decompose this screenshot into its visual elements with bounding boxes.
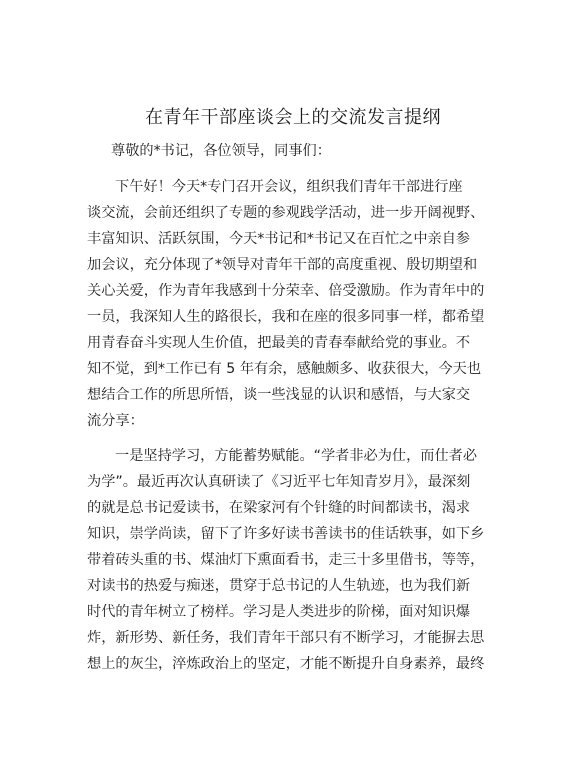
paragraph-2-line-5: 带着砖头重的书、煤油灯下熏面看书，走三十多里借书，等等， [87,552,485,568]
paragraph-1-line-3: 丰富知识、活跃氛围，今天*书记和*书记又在百忙之中亲自参 [87,231,471,247]
paragraph-2-line-6: 对读书的热爱与痴迷，贯穿于总书记的人生轨迹，也为我们新 [87,578,471,594]
paragraph-1-line-2: 谈交流，会前还组织了专题的参观践学活动，进一步开阔视野、 [87,205,485,221]
paragraph-2-line-9: 想上的灰尘，淬炼政治上的坚定，才能不断提升自身素养，最终 [87,656,485,672]
paragraph-1-line-5: 关心关爱，作为青年我感到十分荣幸、倍受激励。作为青年中的 [87,283,485,299]
paragraph-2-line-8: 炸，新形势、新任务，我们青年干部只有不断学习，才能摒去思 [87,630,485,646]
paragraph-1-line-4: 加会议，充分体现了*领导对青年干部的高度重视、殷切期望和 [87,257,478,273]
paragraph-1-line-7: 用青春奋斗实现人生价值，把最美的青春奉献给党的事业。不 [87,335,471,351]
paragraph-1-line-8: 知不觉，到*工作已有 5 年有余，感触颇多、收获很大，今天也 [87,361,482,377]
document-title: 在青年干部座谈会上的交流发言提纲 [145,107,441,128]
paragraph-1-line-6: 一员，我深知人生的路很长，我和在座的很多同事一样，都希望 [87,309,485,325]
paragraph-1-line-10: 流分享： [87,413,144,429]
paragraph-2-line-1: 一是坚持学习，方能蓄势赋能。“学者非必为仕，而仕者必 [115,448,478,464]
paragraph-2-line-2: 为学”。最近再次认真研读了《习近平七年知青岁月》，最深刻 [87,474,471,490]
paragraph-2-line-7: 时代的青年树立了榜样。学习是人类进步的阶梯，面对知识爆 [87,604,471,620]
paragraph-2-line-4: 知识，崇学尚读，留下了许多好读书善读书的佳话轶事，如下乡 [87,526,485,542]
paragraph-1-line-9: 想结合工作的所思所悟，谈一些浅显的认识和感悟，与大家交 [87,387,471,403]
paragraph-2-line-3: 的就是总书记爱读书，在梁家河有个针缝的时间都读书，渴求 [87,500,471,516]
paragraph-1-line-1: 下午好！今天*专门召开会议，组织我们青年干部进行座 [115,179,463,195]
salutation: 尊敬的*书记，各位领导，同事们： [111,143,331,159]
